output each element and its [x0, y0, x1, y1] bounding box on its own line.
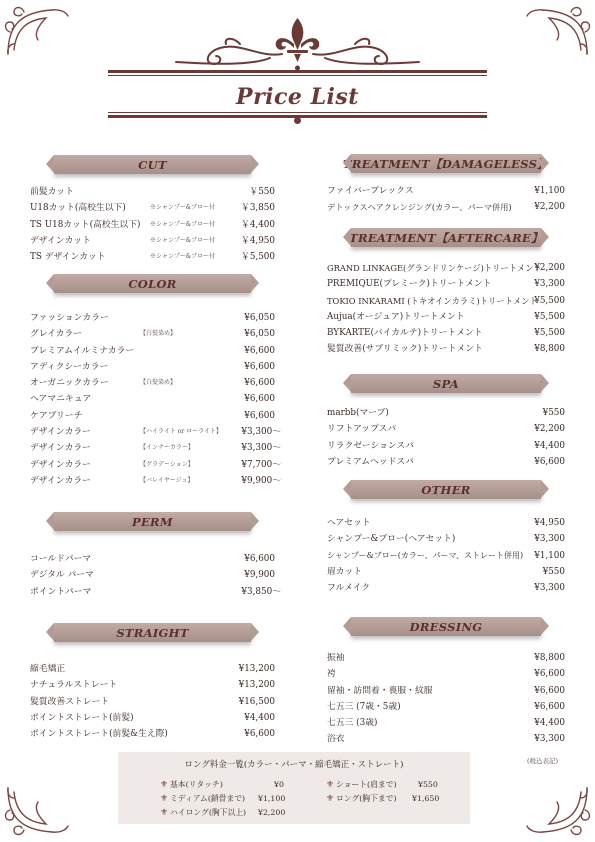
title-rule-top: [108, 70, 487, 73]
color-header-label: COLOR: [128, 276, 177, 291]
list-item: [327, 276, 565, 292]
item-price: ¥6,600: [244, 729, 275, 740]
cut-section: [30, 155, 275, 265]
straight-section: [30, 623, 275, 742]
list-item: [30, 217, 275, 233]
page-title: Price List: [236, 84, 359, 110]
list-item: [30, 391, 275, 407]
item-name: ナチュラルストレート: [30, 680, 118, 691]
item-name: 七五三 (3歳): [327, 718, 378, 729]
long-fee-name: ミディアム(鎖骨まで): [170, 794, 246, 803]
list-item: [30, 310, 275, 326]
long-fee-price: ¥1,650: [412, 794, 440, 803]
item-name: リラクゼーションスパ: [327, 440, 415, 451]
item-price: ￥4,400: [241, 219, 275, 230]
long-fee-price: ¥550: [418, 780, 438, 789]
long-fee-price: ¥0: [274, 780, 284, 789]
cut-header: [54, 155, 251, 174]
item-price: ¥3,850～: [241, 586, 281, 597]
long-fee-name: ロング(胸下まで): [336, 794, 397, 803]
item-price: ¥2,200: [534, 424, 565, 435]
item-price: ¥3,300: [534, 583, 565, 594]
list-item: [327, 650, 565, 666]
item-note: 【ハイライト or ローライト】: [140, 428, 222, 436]
treatment-aftercare-header-label: TREATMENT【AFTERCARE】: [349, 230, 543, 245]
straight-header-label: STRAIGHT: [116, 625, 189, 640]
item-price: ¥7,700～: [241, 459, 281, 470]
item-name: デザインカット: [30, 235, 91, 246]
item-name: Aujua(オージュア)トリートメント: [327, 311, 465, 322]
item-price: ¥6,600: [534, 669, 565, 680]
item-name: リフトアップスパ: [327, 424, 397, 435]
item-note: 【白髪染め】: [140, 379, 177, 387]
long-fee-price: ¥1,100: [258, 794, 286, 803]
item-name: フルメイク: [327, 583, 371, 594]
fleur-icon: ⚜: [160, 808, 169, 818]
list-item: [327, 531, 565, 547]
item-price: ¥5,500: [534, 311, 565, 322]
long-fee-title: ロング料金一覧(カラー・パーマ・縮毛矯正・ストレート): [184, 760, 404, 770]
list-item: [327, 293, 565, 309]
corner-ornament-bottom-right: [521, 783, 591, 838]
list-item: [30, 661, 275, 677]
straight-list: [30, 661, 275, 742]
item-name: グレイカラー: [30, 329, 83, 340]
item-price: ¥5,500: [534, 295, 565, 306]
item-name: デザインカラー: [30, 443, 91, 454]
item-price: ¥3,300～: [241, 443, 281, 454]
fleur-de-lis-ornament: [170, 14, 425, 76]
list-item: [30, 249, 275, 265]
item-name: ケアブリーチ: [30, 410, 83, 421]
item-price: ￥3,850: [241, 203, 275, 214]
list-item: [327, 309, 565, 325]
item-note: ※シャンプー&ブロー付: [150, 204, 216, 212]
item-note: ※シャンプー&ブロー付: [150, 220, 216, 228]
list-item: [327, 260, 565, 276]
item-name: 振袖: [327, 653, 345, 663]
item-price: ¥9,900～: [241, 475, 281, 486]
long-fee-price-wrap: [274, 778, 284, 792]
dressing-list: [327, 650, 565, 748]
list-item: [327, 341, 565, 357]
list-item: [327, 699, 565, 715]
list-item: [327, 548, 565, 564]
fleur-icon: ⚜: [326, 780, 335, 790]
list-item: [30, 184, 275, 200]
item-name: BYKARTE(バイカルテ)トリートメント: [327, 328, 483, 339]
item-price: ¥4,400: [534, 440, 565, 451]
item-name: オーガニックカラー: [30, 378, 109, 389]
item-price: ¥4,950: [534, 518, 565, 528]
item-price: ¥5,500: [534, 328, 565, 339]
item-price: ¥550: [542, 566, 565, 577]
item-name: シャンプー&ブロー(ヘアセット): [327, 534, 456, 545]
treatment-damageless-list: [327, 183, 565, 216]
title-rule-bottom-thin: [108, 112, 487, 113]
treatment-damageless-header: [343, 154, 549, 173]
other-header-label: OTHER: [421, 482, 471, 497]
long-fee-item: [160, 806, 246, 820]
list-item: [327, 580, 565, 596]
long-fee-name: ショート(肩まで): [336, 780, 397, 789]
list-item: [30, 200, 275, 216]
item-note: 【インナーカラー】: [140, 444, 194, 452]
item-price: ¥1,100: [534, 550, 565, 561]
list-item: [30, 473, 281, 489]
item-price: ¥8,800: [534, 653, 565, 663]
color-header: [54, 274, 251, 293]
fleur-icon: ⚜: [160, 780, 169, 790]
list-item: [327, 199, 565, 215]
long-fee-item: [326, 778, 397, 792]
item-price: ¥3,300～: [241, 427, 281, 438]
list-item: [30, 375, 275, 391]
item-price: ¥3,300: [534, 734, 565, 745]
item-name: プレミアムイルミナカラー: [30, 345, 135, 356]
item-name: 留袖・訪問着・喪服・紋服: [327, 685, 433, 696]
color-section: [30, 274, 281, 489]
list-item: [30, 440, 281, 456]
corner-ornament-bottom-left: [4, 783, 74, 838]
item-name: 七五三 (7歳・5歳): [327, 701, 401, 712]
list-item: [327, 564, 565, 580]
item-name: U18カット(高校生以下): [30, 203, 126, 214]
item-name: デジタル パーマ: [30, 570, 94, 581]
spa-list: [327, 405, 565, 470]
title-rule-top-thin: [108, 75, 487, 76]
item-name: デザインカラー: [30, 459, 91, 470]
item-price: ¥13,200: [238, 680, 275, 691]
item-price: ¥6,600: [244, 554, 275, 564]
list-item: [30, 551, 275, 567]
item-price: ¥8,800: [534, 344, 565, 355]
list-item: [30, 584, 281, 600]
long-fee-item: [160, 778, 223, 792]
perm-header-label: PERM: [132, 514, 173, 529]
list-item: [30, 710, 275, 726]
straight-header: [54, 623, 251, 642]
item-name: シャンプー&ブロー(カラー、パーマ、ストレート併用): [327, 550, 524, 560]
item-name: 縮毛矯正: [30, 664, 66, 674]
other-list: [327, 515, 565, 596]
long-fee-box: [118, 752, 470, 824]
item-price: ¥3,300: [534, 534, 565, 545]
list-item: [30, 359, 275, 375]
treatment-damageless-header-label: TREATMENT【DAMAGELESS】: [343, 156, 549, 171]
list-item: [30, 343, 275, 359]
cut-list: [30, 184, 275, 265]
long-fee-price-wrap: [418, 778, 438, 792]
treatment-aftercare-list: [327, 260, 565, 358]
item-price: ¥2,200: [534, 202, 565, 213]
list-item: [327, 438, 565, 454]
item-price: ¥6,600: [244, 361, 275, 372]
item-name: TS デザインカット: [30, 252, 106, 263]
item-note: ※シャンプー&ブロー付: [150, 253, 216, 261]
item-name: 髪質改善(サブリミック)トリートメント: [327, 344, 483, 355]
item-price: ¥6,600: [244, 410, 275, 421]
list-item: [30, 726, 275, 742]
item-name: 眉カット: [327, 566, 363, 577]
long-fee-name: 基本(リタッチ): [170, 780, 223, 789]
item-name: 袴: [327, 669, 336, 680]
item-name: GRAND LINKAGE(グランドリンケージ)トリートメント: [327, 263, 542, 273]
item-price: ￥550: [249, 187, 275, 197]
title-rule-dot: [294, 117, 301, 124]
item-name: 髪質改善ストレート: [30, 696, 110, 707]
long-fee-price-wrap: [258, 792, 285, 806]
item-price: ¥6,600: [534, 685, 565, 696]
list-item: [327, 454, 565, 470]
list-item: [327, 683, 565, 699]
dressing-header-label: DRESSING: [409, 619, 483, 634]
perm-list: [30, 551, 281, 600]
item-price: ¥13,200: [238, 664, 275, 674]
spa-header-label: SPA: [433, 376, 459, 391]
list-item: [327, 405, 565, 421]
treatment-aftercare-section: [327, 228, 565, 358]
item-name: ポイントストレート(前髪&生え際): [30, 729, 168, 740]
list-item: [30, 326, 275, 342]
long-fee-price-wrap: [412, 792, 439, 806]
item-name: デトックスヘアクレンジング(カラー、パーマ併用): [327, 202, 512, 213]
long-fee-item: [160, 792, 245, 806]
list-item: [30, 694, 275, 710]
item-name: TOKIO INKARAMI (トキオインカラミ)トリートメント: [327, 295, 538, 306]
item-price: ¥550: [542, 408, 565, 418]
tax-note: (税込表記): [527, 757, 559, 765]
item-name: TS U18カット(高校生以下): [30, 219, 141, 230]
cut-header-label: CUT: [138, 157, 167, 172]
list-item: [327, 715, 565, 731]
item-name: デザインカラー: [30, 427, 91, 438]
item-name: ファイバープレックス: [327, 186, 414, 196]
item-price: ¥6,600: [244, 345, 275, 356]
item-name: デザインカラー: [30, 475, 91, 486]
item-name: プレミアムヘッドスパ: [327, 456, 414, 467]
item-note: 【グラデーション】: [140, 460, 194, 468]
item-price: ¥6,600: [244, 394, 275, 405]
perm-section: [30, 512, 281, 600]
item-name: ファッションカラー: [30, 313, 109, 323]
item-name: ヘアセット: [327, 518, 371, 528]
spa-header: [351, 374, 541, 393]
item-price: ¥1,100: [534, 186, 565, 196]
dressing-header: [351, 617, 541, 636]
list-item: [327, 666, 565, 682]
long-fee-name: ハイロング(胸下以上): [170, 808, 247, 817]
list-item: [327, 183, 565, 199]
list-item: [327, 325, 565, 341]
item-name: ヘアマニキュア: [30, 394, 92, 405]
item-price: ￥5,500: [241, 252, 275, 263]
list-item: [30, 424, 281, 440]
color-list: [30, 310, 281, 489]
item-price: ¥4,400: [244, 712, 275, 723]
dressing-section: [327, 617, 565, 748]
item-price: ¥4,400: [534, 718, 565, 729]
item-price: ¥6,050: [244, 329, 275, 340]
list-item: [327, 421, 565, 437]
list-item: [30, 677, 275, 693]
item-note: 【白髪染め】: [140, 330, 177, 338]
item-price: ¥16,500: [238, 696, 275, 707]
other-header: [351, 480, 541, 499]
item-name: コールドパーマ: [30, 554, 92, 564]
item-price: ¥3,300: [534, 279, 565, 290]
long-fee-price-wrap: [258, 806, 285, 820]
list-item: [327, 515, 565, 531]
item-price: ¥6,600: [534, 701, 565, 712]
item-name: marbb(マーブ): [327, 408, 389, 418]
list-item: [30, 457, 281, 473]
item-note: ※シャンプー&ブロー付: [150, 236, 216, 244]
list-item: [30, 408, 275, 424]
item-name: PREMIQUE(プレミーク)トリートメント: [327, 279, 492, 290]
fleur-icon: ⚜: [160, 794, 169, 804]
list-item: [30, 567, 275, 583]
fleur-icon: ⚜: [326, 794, 335, 804]
long-fee-price: ¥2,200: [258, 808, 286, 817]
treatment-damageless-section: [327, 154, 565, 216]
perm-header: [54, 512, 251, 531]
list-item: [327, 731, 565, 747]
list-item: [30, 233, 275, 249]
spa-section: [327, 374, 565, 470]
item-note: 【バレイヤージュ】: [140, 476, 194, 484]
other-section: [327, 480, 565, 596]
item-name: 浴衣: [327, 734, 345, 745]
item-price: ¥9,900: [244, 570, 275, 581]
item-name: ポイントパーマ: [30, 586, 92, 597]
item-name: ポイントストレート(前髪): [30, 712, 134, 723]
item-price: ¥6,050: [244, 313, 275, 323]
item-price: ¥6,600: [534, 456, 565, 467]
title-block: [0, 0, 595, 130]
treatment-aftercare-header: [351, 228, 541, 247]
item-price: ¥6,600: [244, 378, 275, 389]
item-name: 前髪カット: [30, 187, 74, 197]
item-price: ¥2,200: [534, 263, 565, 273]
item-price: ￥4,950: [241, 235, 275, 246]
item-name: アディクシーカラー: [30, 361, 109, 372]
long-fee-item: [326, 792, 397, 806]
